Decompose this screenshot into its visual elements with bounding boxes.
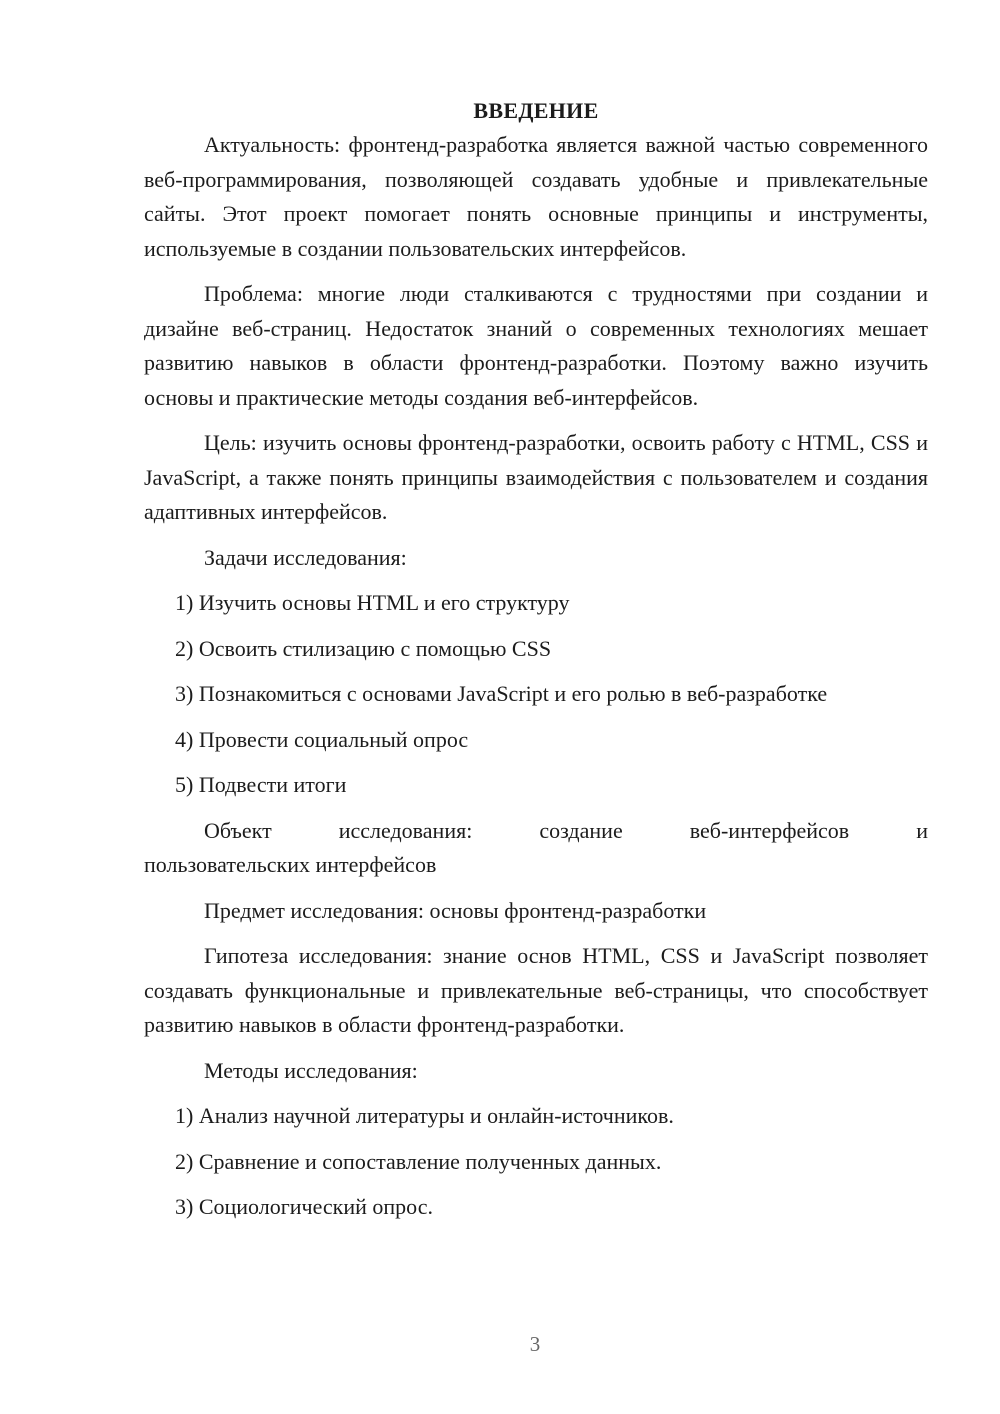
- subject-line: Предмет исследования: основы фронтенд-разработки: [204, 897, 707, 923]
- task-item: 2) Освоить стилизацию с помощью CSS: [175, 635, 552, 661]
- object-paragraph: [144, 814, 928, 883]
- method-item: 1) Анализ научной литературы и онлайн-источников.: [175, 1103, 674, 1128]
- task-item: 4) Провести социальный опрос: [175, 726, 469, 752]
- object-first-line: [144, 814, 928, 849]
- object-word: и: [916, 817, 928, 843]
- relevance-paragraph: Актуальность: фронтенд-разработка является важной частью современного веб-программирования, позволяющей создавать удобные и привлекательные сайты. Этот проект помогает понять основные принципы и инструменты, используемые в создании пользовательских интерфейсов.: [144, 132, 928, 261]
- page-number: 3: [529, 1332, 541, 1356]
- problem-paragraph: Проблема: многие люди сталкиваются с трудностями при создании и дизайне веб-страниц. Недостаток знаний о современных технологиях мешает развитию навыков в области фронтенд-разработки. Поэтому важно изучить основы и практические методы создания веб-интерфейсов.: [144, 281, 928, 410]
- task-item: 1) Изучить основы HTML и его структуру: [175, 590, 570, 615]
- tasks-label: Задачи исследования:: [204, 544, 407, 570]
- task-item: 5) Подвести итоги: [175, 772, 347, 797]
- task-item: 3) Познакомиться с основами JavaScript и его ролью в веб-разработке: [175, 681, 828, 706]
- page-body: [144, 94, 928, 1236]
- hypothesis-paragraph: Гипотеза исследования: знание основ HTML, CSS и JavaScript позволяет создавать функциональные и привлекательные веб-страницы, что способствует развитию навыков в области фронтенд-разработки.: [144, 943, 928, 1037]
- object-continuation: пользовательских интерфейсов: [144, 852, 437, 877]
- method-item: 3) Социологический опрос.: [175, 1194, 433, 1219]
- section-heading: ВВЕДЕНИЕ: [473, 98, 599, 123]
- methods-label: Методы исследования:: [204, 1057, 418, 1083]
- object-word: Объект: [204, 817, 272, 843]
- method-item: 2) Сравнение и сопоставление полученных данных.: [175, 1148, 662, 1174]
- object-word: создание: [539, 817, 623, 843]
- goal-paragraph: Цель: изучить основы фронтенд-разработки, освоить работу с HTML, CSS и JavaScript, а также понять принципы взаимодействия с пользователем и создания адаптивных интерфейсов.: [144, 430, 928, 524]
- object-word: исследования:: [338, 817, 473, 843]
- object-word: веб-интерфейсов: [689, 817, 850, 843]
